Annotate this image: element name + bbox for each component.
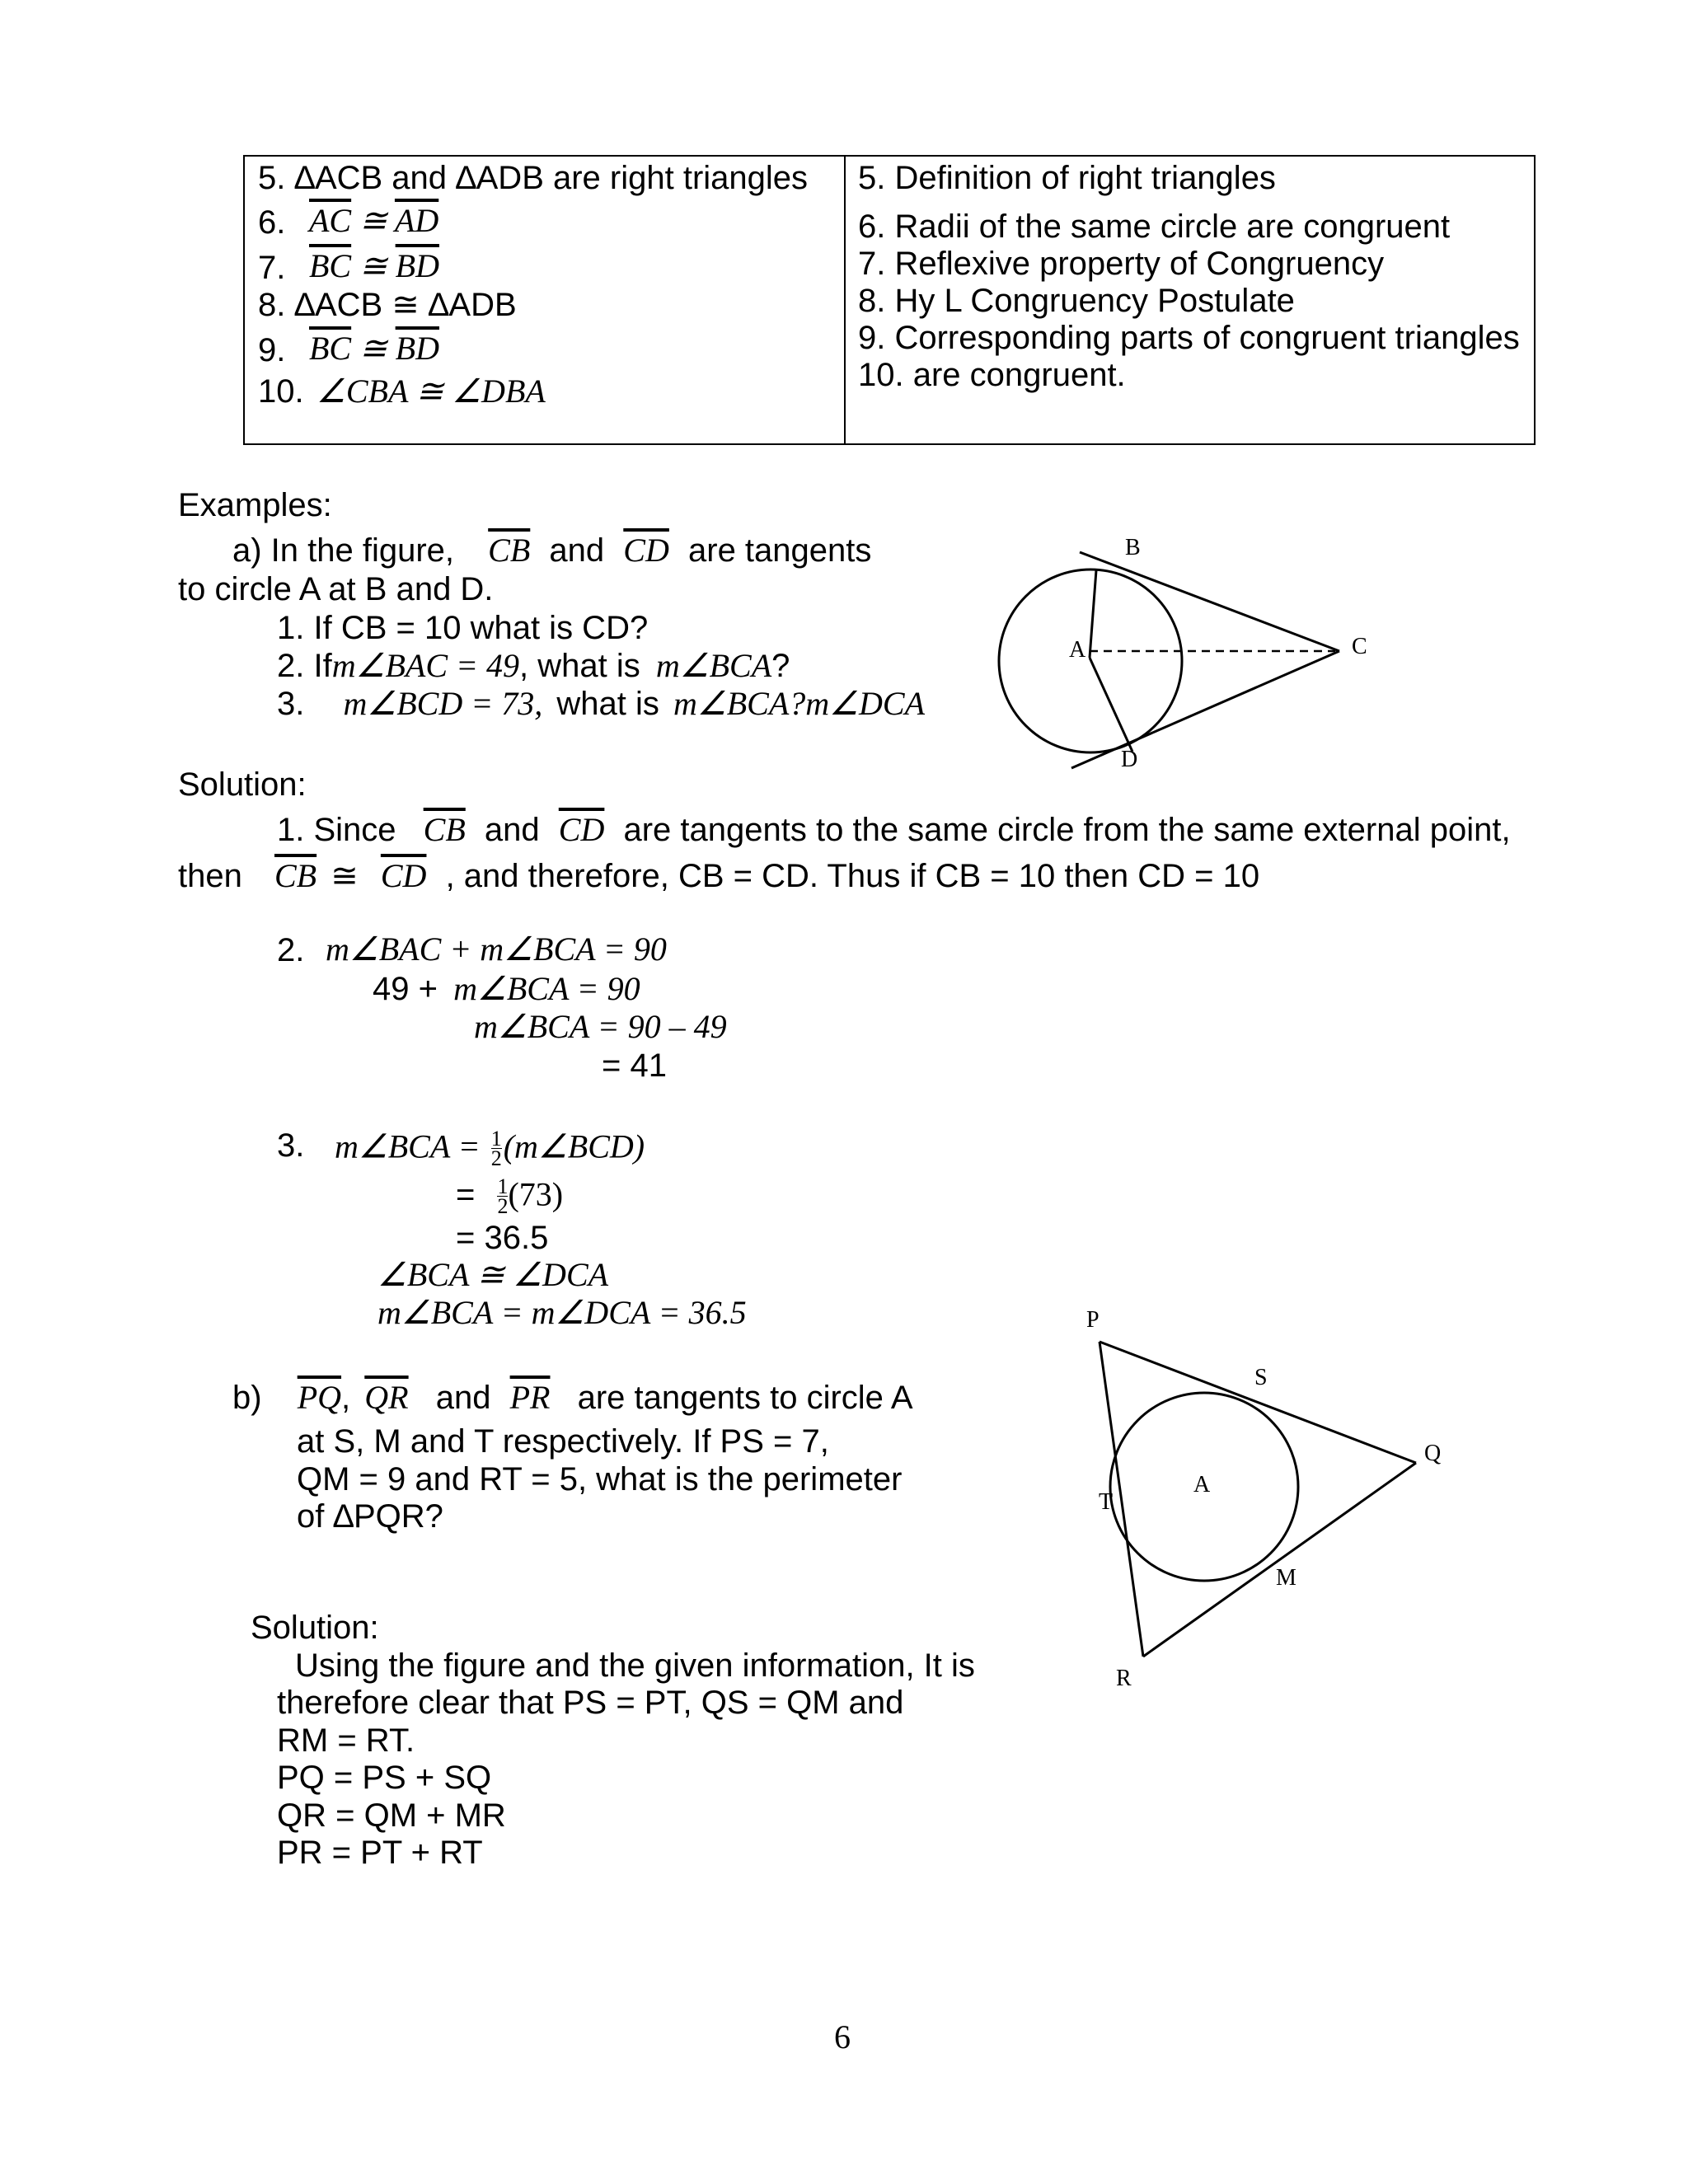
label-q: Q [1424,1441,1442,1466]
congruent-symbol: ≅ [359,330,387,367]
page-number: 6 [834,2018,851,2055]
question-2-number: 2. If [277,648,332,684]
solution-2-line2 [373,972,640,1005]
question-3-math-2: m∠BCA?m∠DCA [673,685,926,722]
statement-7 [309,247,439,284]
label-t: T [1099,1489,1114,1515]
table-divider [844,157,846,443]
question-2 [277,649,790,682]
example-b-label: b) [232,1380,262,1416]
incircle-figure [1071,1302,1467,1706]
solution-3-number: 3. [277,1127,305,1164]
reason-8: 8. Hy L Congruency Postulate [858,283,1295,319]
segment-cb: $\overline{CB}$ [274,857,317,894]
label-a: A [1069,637,1086,663]
segment-pr: $\overline{PR}$ [509,1379,551,1416]
statement-10-number: 10. [258,373,304,410]
solution-1-line2 [178,857,1260,894]
statement-6-number: 6. [258,204,286,241]
and-text: and [484,812,540,848]
question-3 [277,687,925,720]
example-b-line1 [232,1381,913,1414]
label-p: P [1086,1307,1100,1333]
example-a-intro: a) In the figure, [232,532,455,569]
question-2-text: , what is [519,648,640,684]
solution-3-math: m∠BCA = [335,1127,481,1165]
solution-1-since: 1. Since [277,812,396,848]
solution-b-line5: QR = QM + MR [277,1797,506,1834]
segment-cd: $\overline{CD}$ [623,532,669,569]
solution-b-line1: Using the figure and the given information, It is [295,1647,975,1684]
tangent-cd [1071,651,1339,768]
segment-qr: $\overline{QR}$ [364,1379,409,1416]
solution-b-line2: therefore clear that PS = PT, QS = QM and [277,1685,904,1721]
solution-2-value: 49 + [373,971,438,1007]
equals-sign: = [456,1176,476,1213]
segment-cb: $\overline{CB}$ [488,532,531,569]
and-text: and [549,532,605,569]
comma: , [341,1380,351,1416]
then-text: then [178,858,242,894]
solution-b-heading: Solution: [251,1610,379,1646]
label-c: C [1352,634,1367,659]
question-mark: ? [771,648,790,684]
solution-b-line4: PQ = PS + SQ [277,1760,492,1796]
tangent-figure-1 [981,527,1393,775]
label-r: R [1116,1666,1132,1691]
segment-bd: $\overline{BD}$ [395,330,439,367]
reason-10: 10. are congruent. [858,357,1126,393]
solution-2-line4: = 41 [602,1047,667,1084]
solution-3-math-paren: (m∠BCD) [503,1127,645,1165]
solution-1-conclusion: , and therefore, CB = CD. Thus if CB = 10 then CD = 10 [445,858,1260,894]
segment-cd: $\overline{CD}$ [558,811,605,848]
solution-3-line1 [335,1129,645,1169]
solution-2-line1: m∠BAC + m∠BCA = 90 [326,930,667,968]
radius-ad [1090,658,1132,752]
segment-ac: $\overline{AC}$ [309,202,352,239]
solution-3-line2 [456,1174,564,1219]
fraction-numerator: 1 [497,1174,509,1198]
label-b: B [1125,535,1141,560]
side-pq [1100,1342,1416,1463]
congruent-symbol: ≅ [359,247,387,284]
solution-3-line5: m∠BCA = m∠DCA = 36.5 [377,1294,747,1331]
statement-7-number: 7. [258,250,286,286]
question-2-math-1: m∠BAC = 49 [331,647,519,684]
and-text: and [435,1380,491,1416]
fraction-denominator: 2 [497,1194,509,1219]
example-b-line3: QM = 9 and RT = 5, what is the perimeter [297,1461,903,1497]
fraction-denominator: 2 [490,1146,502,1171]
label-a: A [1193,1472,1211,1497]
solution-2-number: 2. [277,932,305,968]
segment-cd: $\overline{CD}$ [380,857,427,894]
solution-1-line1 [277,813,1511,846]
solution-b-line6: PR = PT + RT [277,1835,483,1871]
segment-ad: $\overline{AD}$ [394,202,439,239]
examples-heading: Examples: [178,487,332,523]
example-a-line2: to circle A at B and D. [178,571,494,607]
side-qr [1143,1463,1416,1657]
solution-2-line3: m∠BCA = 90 – 49 [474,1008,727,1045]
label-s: S [1254,1365,1268,1390]
congruent-symbol: ≅ [359,202,387,239]
statement-10: ∠CBA ≅ ∠DBA [316,373,546,410]
segment-bc: $\overline{BC}$ [309,247,352,284]
fraction-numerator: 1 [490,1127,502,1151]
example-a-intro-end: are tangents [688,532,872,569]
congruent-symbol: ≅ [331,857,359,894]
reason-7: 7. Reflexive property of Congruency [858,246,1385,282]
fraction-half [497,1174,509,1219]
statement-9 [309,332,439,365]
label-m: M [1276,1565,1296,1591]
segment-bd: $\overline{BD}$ [395,247,439,284]
segment-cb: $\overline{CB}$ [423,811,466,848]
segment-bc: $\overline{BC}$ [309,330,352,367]
statement-9-number: 9. [258,332,286,368]
question-3-text: what is [556,686,659,722]
question-1: 1. If CB = 10 what is CD? [277,610,649,646]
label-d: D [1121,747,1138,772]
solution-3-line4: ∠BCA ≅ ∠DCA [377,1256,609,1293]
fraction-half [491,1129,502,1169]
example-b-intro-end: are tangents to circle A [577,1380,913,1416]
solution-3-value: (73) [508,1175,564,1213]
tangent-cb [1080,552,1339,651]
question-3-number: 3. [277,686,305,722]
solution-heading: Solution: [178,766,307,803]
example-b-line4: of ∆PQR? [297,1498,443,1535]
reason-9: 9. Corresponding parts of congruent triangles [858,320,1520,356]
statement-5: 5. ∆ACB and ∆ADB are right triangles [258,160,809,196]
statement-6 [309,204,438,237]
solution-1-text: are tangents to the same circle from the same external point, [623,812,1511,848]
statement-8: 8. ∆ACB ≅ ∆ADB [258,287,517,323]
solution-b-line3: RM = RT. [277,1722,415,1759]
radius-ab [1090,570,1096,658]
solution-3-line3: = 36.5 [456,1220,549,1256]
question-2-math-2: m∠BCA [655,647,772,684]
reason-5: 5. Definition of right triangles [858,160,1276,196]
reason-6: 6. Radii of the same circle are congruent [858,209,1451,245]
example-a-line1 [232,534,871,567]
segment-pq: $\overline{PQ}$ [297,1379,342,1416]
solution-2-math: m∠BCA = 90 [453,970,640,1007]
example-b-line2: at S, M and T respectively. If PS = 7, [297,1423,829,1460]
question-3-math-1: m∠BCD = 73, [343,685,543,722]
